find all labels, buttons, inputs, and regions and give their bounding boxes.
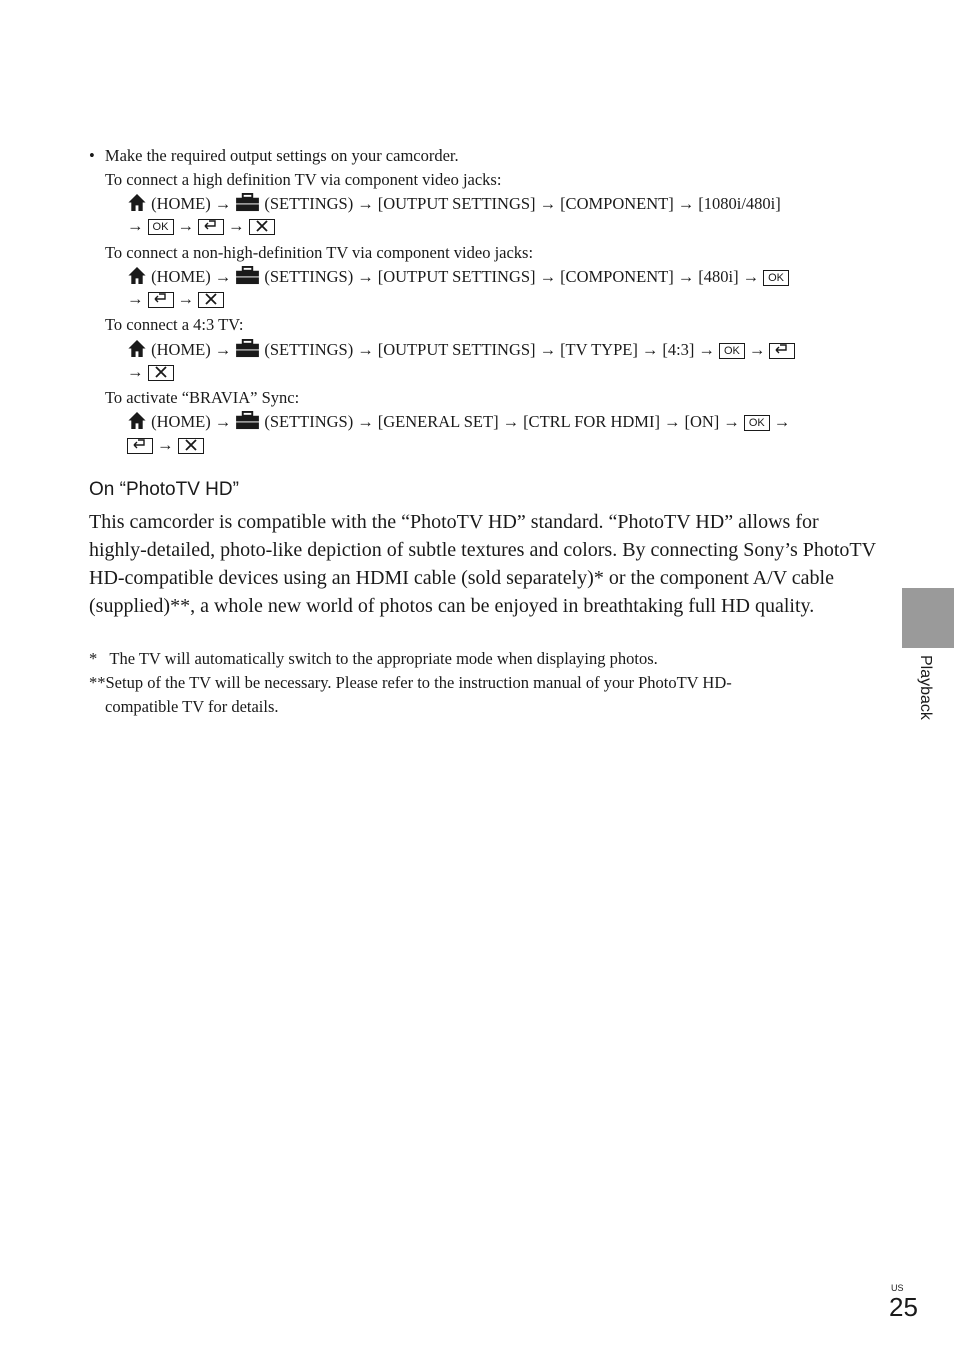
footnote-1-mark: * [89, 649, 98, 668]
step-line-bravia-1 [127, 411, 794, 432]
arrow: → [773, 412, 791, 431]
close-icon [198, 292, 224, 308]
toolbox-icon [235, 411, 260, 430]
arrow: → [539, 267, 557, 286]
label-settings: (SETTINGS) [264, 194, 354, 213]
label-output-settings: [OUTPUT SETTINGS] [377, 267, 536, 286]
label-home: (HOME) [151, 267, 211, 286]
arrow: → [214, 340, 232, 359]
label-480i: [480i] [698, 267, 739, 286]
arrow: → [663, 412, 681, 431]
home-icon [127, 411, 147, 430]
arrow: → [127, 362, 144, 381]
label-settings: (SETTINGS) [264, 340, 354, 359]
label-home: (HOME) [151, 194, 211, 213]
step-line-43-2 [127, 362, 174, 382]
footnote-2-text: Setup of the TV will be necessary. Please refer to the instruction manual of your PhotoTV HD- [105, 673, 732, 692]
toolbox-icon [235, 266, 260, 285]
step-line-hd-1 [127, 193, 781, 214]
step-line-43-1 [127, 339, 795, 360]
label-ctrl-hdmi: [CTRL FOR HDMI] [523, 412, 660, 431]
return-icon [148, 292, 174, 308]
bullet-line [89, 146, 459, 166]
step-line-hd-2 [127, 216, 275, 236]
arrow: → [539, 194, 557, 213]
home-icon [127, 193, 147, 212]
label-on: [ON] [684, 412, 720, 431]
label-settings: (SETTINGS) [264, 412, 354, 431]
step-line-nonhd-1 [127, 266, 789, 287]
instruction-bravia: To activate “BRAVIA” Sync: [105, 388, 300, 407]
arrow: → [677, 267, 695, 286]
arrow: → [214, 194, 232, 213]
section-paragraph: This camcorder is compatible with the “PhotoTV HD” standard. “PhotoTV HD” allows for highly-detailed, photo-like depiction of subtle textures and colors. By connecting Sony’s PhotoTV HD-compatible devices using an HDMI cable (sold separately)* or the component A/V cable (supplied)**, a whole new world of photos can be enjoyed in breathtaking full HD quality. [89, 511, 876, 617]
arrow: → [157, 435, 174, 454]
return-icon [198, 219, 224, 235]
label-component: [COMPONENT] [560, 194, 674, 213]
label-component: [COMPONENT] [560, 267, 674, 286]
arrow: → [177, 289, 194, 308]
step-line-bravia-2 [127, 435, 204, 455]
arrow: → [127, 216, 144, 235]
arrow: → [677, 194, 695, 213]
label-general-set: [GENERAL SET] [377, 412, 499, 431]
page-number: 25 [889, 1292, 918, 1322]
arrow: → [228, 216, 245, 235]
label-home: (HOME) [151, 340, 211, 359]
ok-button-symbol: OK [744, 415, 770, 431]
home-icon [127, 266, 147, 285]
instruction-hd-component: To connect a high definition TV via component video jacks: [105, 170, 502, 189]
return-icon [127, 438, 153, 454]
arrow: → [357, 267, 374, 286]
label-output-settings: [OUTPUT SETTINGS] [377, 194, 536, 213]
home-icon [127, 339, 147, 358]
close-icon [249, 219, 275, 235]
arrow: → [357, 340, 374, 359]
section-heading: On “PhotoTV HD” [89, 479, 239, 500]
step-line-nonhd-2 [127, 289, 224, 309]
arrow: → [723, 412, 740, 431]
intro-text: Make the required output settings on your camcorder. [104, 146, 459, 165]
arrow: → [177, 216, 194, 235]
ok-button-symbol: OK [148, 219, 174, 235]
label-1080i: [1080i/480i] [698, 194, 781, 213]
toolbox-icon [235, 339, 260, 358]
instruction-tv-43: To connect a 4:3 TV: [105, 315, 244, 334]
label-43: [4:3] [662, 340, 695, 359]
arrow: → [357, 412, 374, 431]
page-region: US [891, 1283, 904, 1293]
label-output-settings: [OUTPUT SETTINGS] [377, 340, 536, 359]
chapter-tab [902, 588, 954, 648]
arrow: → [539, 340, 557, 359]
footnote-1 [89, 647, 658, 671]
return-icon [769, 343, 795, 359]
label-settings: (SETTINGS) [264, 267, 354, 286]
arrow: → [698, 340, 715, 359]
arrow: → [357, 194, 374, 213]
arrow: → [641, 340, 659, 359]
arrow: → [214, 267, 232, 286]
toolbox-icon [235, 193, 260, 212]
label-home: (HOME) [151, 412, 211, 431]
label-tv-type: [TV TYPE] [560, 340, 638, 359]
close-icon [148, 365, 174, 381]
ok-button-symbol: OK [719, 343, 745, 359]
close-icon [178, 438, 204, 454]
arrow: → [214, 412, 232, 431]
footnote-2-continued: compatible TV for details. [105, 697, 279, 716]
instruction-non-hd-component: To connect a non-high-definition TV via component video jacks: [105, 243, 534, 262]
chapter-tab-label: Playback [917, 655, 934, 720]
arrow: → [502, 412, 520, 431]
arrow: → [742, 267, 760, 286]
arrow: → [127, 289, 144, 308]
footnote-1-text: The TV will automatically switch to the appropriate mode when displaying photos. [109, 649, 658, 668]
arrow: → [748, 340, 766, 359]
footnote-2 [89, 671, 732, 695]
bullet-marker: • [89, 146, 95, 165]
ok-button-symbol: OK [763, 270, 789, 286]
footnote-2-mark: ** [89, 673, 106, 692]
